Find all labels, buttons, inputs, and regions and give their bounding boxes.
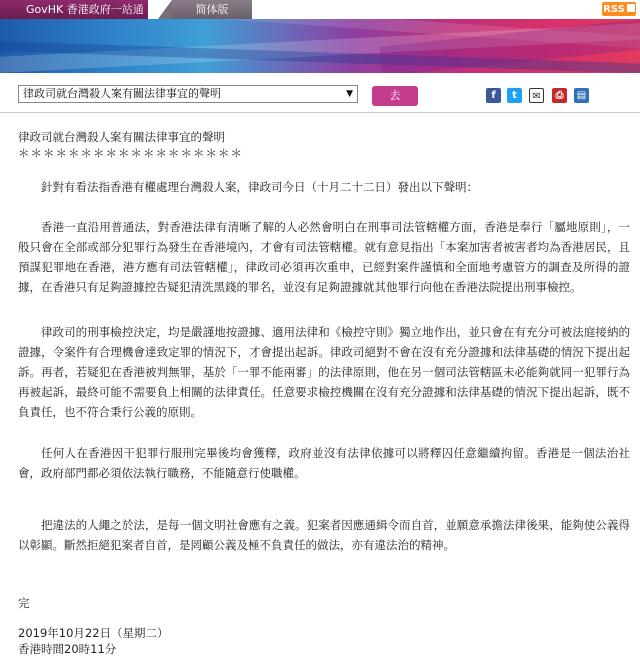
title-divider: ＊＊＊＊＊＊＊＊＊＊＊＊＊＊＊＊＊＊ xyxy=(18,146,243,160)
select-value: 律政司就台灣殺人案有關法律事宜的聲明 xyxy=(23,87,221,100)
bookmark-icon[interactable]: ▤ xyxy=(574,88,589,103)
paragraph: 針對有看法指香港有權處理台灣殺人案，律政司今日（十月二十二日）發出以下聲明： xyxy=(41,180,478,194)
go-button[interactable]: 去 xyxy=(372,86,418,106)
paragraph: 把違法的人繩之於法，是每一個文明社會應有之義。犯案者因應通緝令而自首，並願意承擔法律後果，能夠使公義得以彰顯。斷然拒絕犯案者自首，是罔顧公義及極不負責任的做法，亦有違法治的精神。 xyxy=(18,518,630,552)
rss-icon xyxy=(627,4,635,12)
header-banner xyxy=(0,19,640,73)
top-bar xyxy=(0,0,640,19)
press-release-selector-row xyxy=(0,73,640,113)
release-time: 香港時間20時11分 xyxy=(18,642,117,656)
paragraph: 香港一直沿用普通法，對香港法律有清晰了解的人必然會明白在刑事司法管轄權方面，香港是奉行「屬地原則」，一般只會在全部或部分犯罪行為發生在香港境內，才會有司法管轄權。就有意見指出「本案加害者被害者均為香港居民，且預謀犯罪地在香港，港方應有司法管轄權」，律政司必須再次重申，已經對案件謹慎和全面地考慮管方的調查及所得的證據，在香港只有足夠證據控告疑犯清洗黑錢的罪名，並沒有足夠證據就其他罪行向他在香港法院提出刑事檢控。 xyxy=(18,220,630,294)
facebook-icon[interactable]: f xyxy=(486,88,501,103)
print-icon[interactable]: ⎙ xyxy=(552,88,567,103)
press-release-select[interactable] xyxy=(18,85,358,103)
paragraph: 律政司的刑事檢控決定，均是嚴謹地按證據、適用法律和《檢控守則》獨立地作出，並只會在有充分可被法庭接納的證據，令案件有合理機會達致定罪的情況下，才會提出起訴。律政司絕對不會在沒有充分證據和法律基礎的情況下提出起訴。再者，若疑犯在香港被判無罪，基於「一罪不能兩審」的法律原則，他在另一個司法管轄區未必能夠就同一犯罪行為再被起訴，最終可能不需要負上相關的法律責任。任意要求檢控機關在沒有充分證據和法律基礎的情況下提出起訴，既不負責任，也不符合秉行公義的原則。 xyxy=(18,325,630,419)
rss-label: RSS xyxy=(603,4,625,15)
email-icon[interactable]: ✉ xyxy=(529,88,544,103)
paragraph: 任何人在香港因干犯罪行服刑完畢後均會獲釋，政府並沒有法律依據可以將釋囚任意繼續拘留。香港是一個法治社會，政府部門都必須依法執行職務，不能隨意行使職權。 xyxy=(18,446,630,480)
release-date: 2019年10月22日（星期二） xyxy=(18,626,169,640)
simplified-chinese-link[interactable]: 简体版 xyxy=(172,0,252,19)
rss-button[interactable] xyxy=(602,2,636,16)
page-title: 律政司就台灣殺人案有關法律事宜的聲明 xyxy=(18,130,225,144)
chevron-down-icon: ▼ xyxy=(346,89,353,99)
end-marker: 完 xyxy=(18,596,30,610)
twitter-icon[interactable]: t xyxy=(507,88,522,103)
govhk-home-link[interactable]: GovHK 香港政府一站通 xyxy=(0,0,148,19)
